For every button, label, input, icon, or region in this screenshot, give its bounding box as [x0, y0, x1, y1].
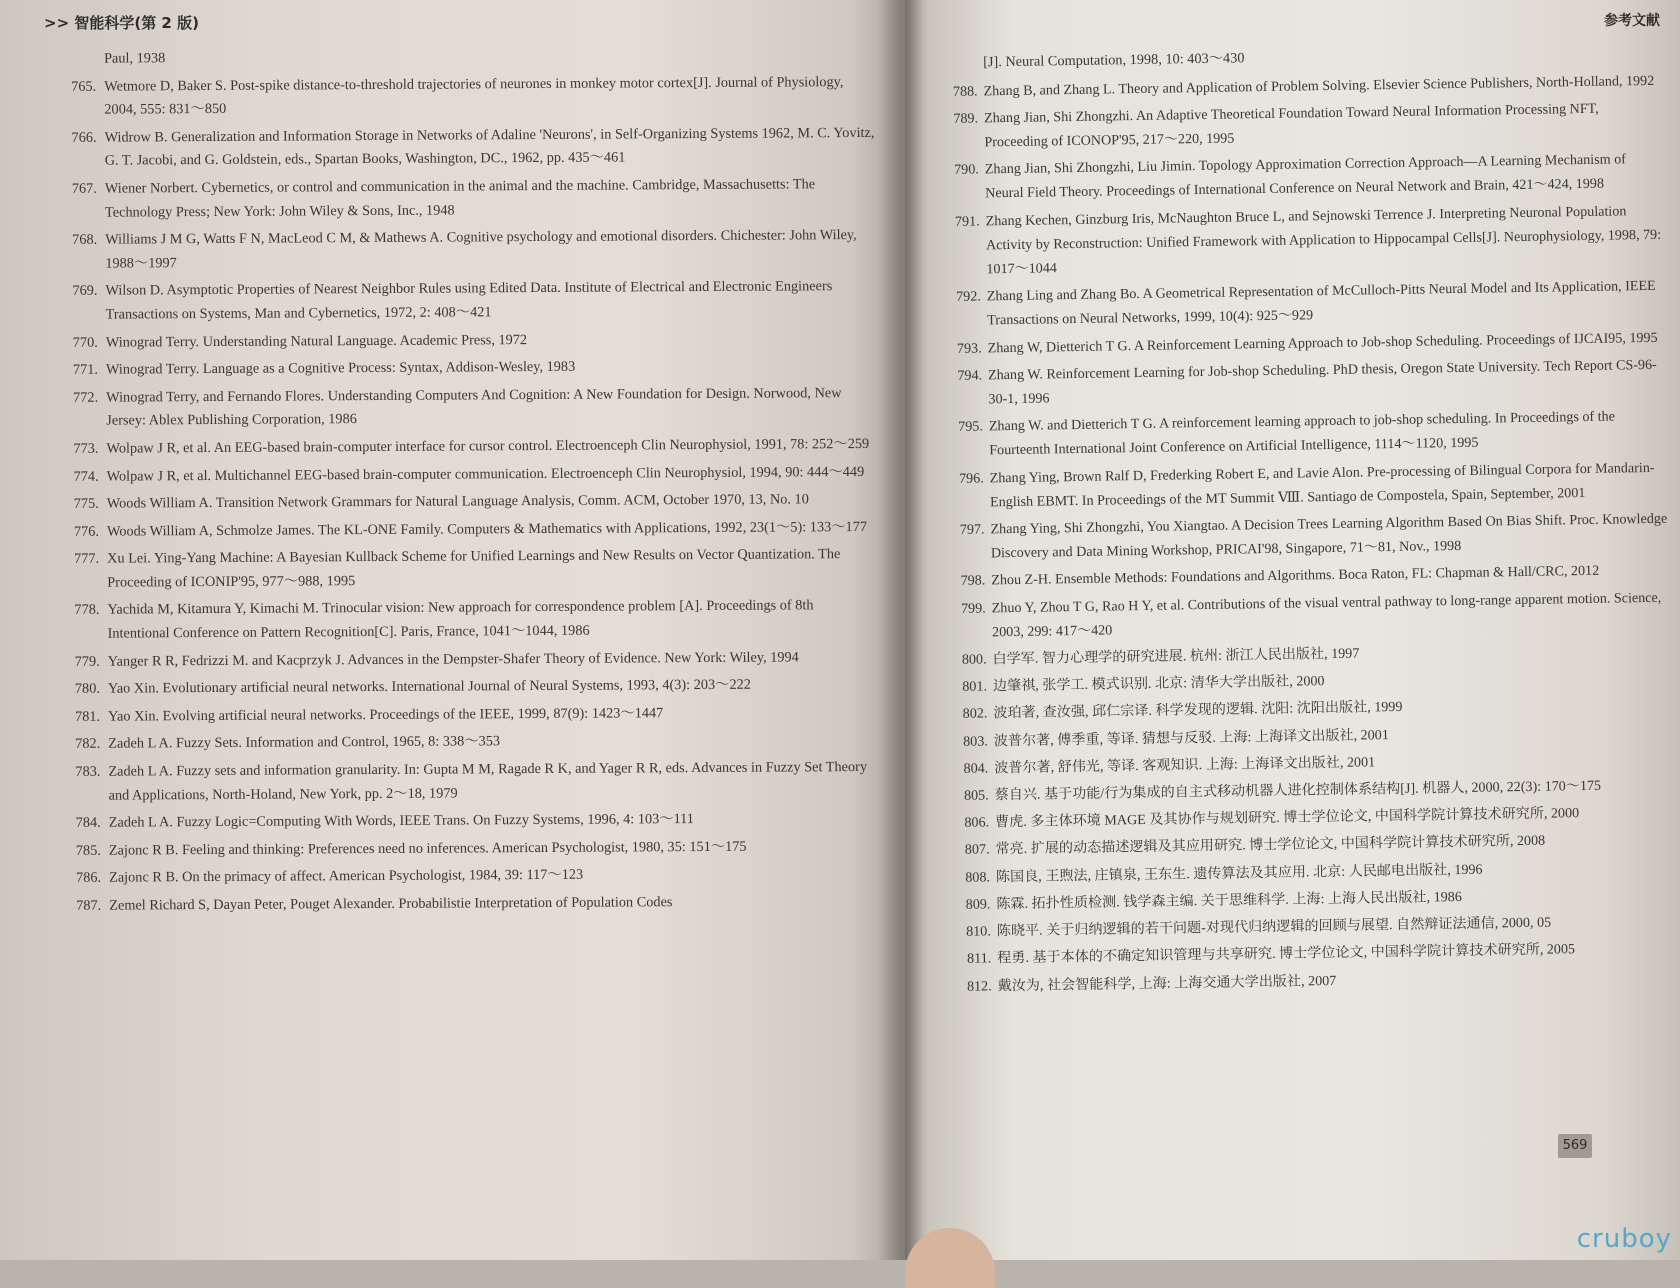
reference-number: 803.: [963, 733, 988, 750]
reference-number: 807.: [964, 841, 990, 859]
reference-text: Wolpaw J R, et al. Multichannel EEG-based brain-computer communication. Electroenceph Clin Neurophysiol, 1994, 90: 444～449: [106, 463, 865, 485]
reference-number: 800.: [961, 651, 987, 668]
reference-text: Zhou Z-H. Ensemble Methods: Foundations and Algorithms. Boca Raton, FL: Chapman & Hall/CRC, 2012: [991, 563, 1600, 589]
reference-number: 777.: [74, 550, 100, 568]
reference-number: 802.: [962, 705, 988, 723]
reference-text: Zajonc R B. Feeling and thinking: Preferences need no inferences. American Psychologist, 1980, 35: 151～175: [108, 838, 747, 859]
reference-entry: [46, 354, 877, 383]
reference-number: 792.: [956, 288, 981, 306]
reference-text: Wiener Norbert. Cybernetics, or control and communication in the animal and the machine. Cambridge, Massachusetts: The Technology Press; New York: John Wiley & Sons, Inc., 1948: [104, 176, 816, 221]
reference-entry: [48, 673, 879, 702]
reference-text: Zhang W, Dietterich T G. A Reinforcement Learning Approach to Job-shop Scheduling. Proceedings of IJCAI95, 1995: [987, 329, 1658, 356]
reference-number: 791.: [954, 213, 980, 230]
reference-number: 812.: [966, 977, 992, 995]
reference-number: 808.: [965, 869, 991, 886]
reference-text: Zadeh L A. Fuzzy Logic=Computing With Words, IEEE Trans. On Fuzzy Systems, 1996, 4: 103～111: [108, 811, 694, 831]
reference-number: 772.: [73, 389, 99, 406]
reference-text: 陈霖. 拓扑性质检测. 钱学森主编. 关于思维科学. 上海: 上海人民出版社, 1986: [996, 888, 1462, 913]
reference-text: Winograd Terry, and Fernando Flores. Understanding Computers And Cognition: A New Foundation for Design. Norwood, New Jersey: Ablex Publishing Corporation, 1986: [106, 384, 842, 429]
reference-text: Woods William A. Transition Network Grammars for Natural Language Analysis, Comm. ACM, October 1970, 13, No. 10: [106, 491, 809, 512]
reference-text: Zadeh L A. Fuzzy Sets. Information and Control, 1965, 8: 338～353: [108, 733, 501, 753]
reference-entry: [947, 198, 1665, 282]
reference-text: Wilson D. Asymptotic Properties of Nearest Neighbor Rules using Edited Data. Institute of Electrical and Electronic Engineers Transactions on Systems, Man and Cybernetics, 1972, 2: 408～421: [105, 278, 833, 323]
reference-text: Zhuo Y, Zhou T G, Rao H Y, et al. Contributions of the visual ventral pathway to long-range apparent motion. Science, 2003, 299: 417～420: [991, 589, 1662, 641]
reference-text: Zhang Ying, Brown Ralf D, Frederking Robert E, and Lavie Alon. Pre-processing of Bilingual Corpora for Mandarin-English EBMT. In Proceedings of the MT Summit Ⅷ. Santiago de Compostela, Spain, September, 2001: [989, 459, 1655, 511]
reference-number: 770.: [72, 334, 98, 351]
reference-text: Yao Xin. Evolving artificial neural networks. Proceedings of the IEEE, 1999, 87(9): 1423～1447: [108, 705, 664, 725]
reference-text: Xu Lei. Ying-Yang Machine: A Bayesian Kullback Scheme for Unified Learnings and New Results on Vector Quantization. The Proceeding of ICONIP'95, 977～988, 1995: [107, 546, 841, 591]
reference-text: Williams J M G, Watts F N, MacLeod C M, & Mathews A. Cognitive psychology and emotional disorders. Chichester: John Wiley, 1988～1997: [105, 227, 857, 272]
reference-text: 程勇. 基于本体的不确定知识管理与共享研究. 博士学位论文, 中国科学院计算技术研究所, 2005: [997, 941, 1576, 967]
reference-number: 804.: [963, 760, 989, 777]
reference-number: 769.: [72, 283, 98, 300]
reference-text: Wetmore D, Baker S. Post-spike distance-to-threshold trajectories of neurones in monkey motor cortex[J]. Journal of Physiology, 2004, 555: 831～850: [104, 73, 844, 118]
reference-continuation: [J]. Neural Computation, 1998, 10: 403～430: [983, 50, 1245, 71]
reference-number: 805.: [963, 787, 989, 804]
reference-number: 784.: [75, 814, 101, 832]
reference-text: Widrow B. Generalization and Information Storage in Networks of Adaline 'Neurons', in Self-Organizing Systems 1962, M. C. Yovitz, G. T. Jacobi, and G. Goldstein, eds., Spartan Books, Washington, DC., 1962, pp. 435～461: [104, 124, 875, 170]
reference-text: 曹虎. 多主体环境 MAGE 及其协作与规划研究. 博士学位论文, 中国科学院计算技术研究所, 2000: [994, 805, 1580, 831]
reference-number: 809.: [965, 896, 991, 913]
reference-number: 774.: [73, 468, 99, 485]
reference-number: 787.: [76, 897, 102, 914]
reference-entry: [48, 646, 879, 675]
reference-list-left: [44, 43, 880, 919]
reference-entry: [47, 543, 878, 595]
reference-text: 常亮. 扩展的动态描述逻辑及其应用研究. 博士学位论文, 中国科学院计算技术研究所, 2008: [995, 833, 1546, 858]
reference-entry: [48, 728, 879, 757]
reference-number: 795.: [958, 418, 984, 436]
reference-entry: [48, 756, 879, 808]
reference-number: 765.: [71, 78, 97, 95]
reference-text: Yao Xin. Evolutionary artificial neural networks. International Journal of Neural Systems, 1993, 4(3): 203～222: [107, 676, 751, 697]
reference-text: Zhang W. Reinforcement Learning for Job-shop Scheduling. PhD thesis, Oregon State University. Tech Report CS-96-30-1, 1996: [987, 356, 1657, 408]
reference-list-right: [945, 41, 1677, 999]
reference-number: 811.: [966, 950, 992, 968]
reference-number: 789.: [953, 110, 979, 127]
reference-text: Zhang Ying, Shi Zhongzhi, You Xiangtao. A Decision Trees Learning Algorithm Based On Bias Shift. Proc. Knowledge Discovery and Data Mining Workshop, PRICAI'98, Singapore, 71～81, Nov., 1998: [990, 510, 1668, 562]
reference-number: 780.: [74, 680, 100, 698]
reference-entry: [46, 382, 877, 434]
reference-text: 蔡自兴. 基于功能/行为集成的自主式移动机器人进化控制体系结构[J]. 机器人, 2000, 22(3): 170～175: [994, 777, 1602, 804]
reference-entry: [947, 147, 1665, 207]
reference-number: 798.: [960, 572, 986, 590]
reference-entry: [951, 404, 1669, 464]
right-page: [905, 0, 1680, 1260]
reference-number: 778.: [74, 602, 100, 619]
reference-entry: [47, 594, 878, 646]
watermark: cruboy: [1576, 1224, 1672, 1254]
reference-number: 810.: [966, 923, 991, 940]
reference-entry: [44, 122, 875, 174]
reference-text: Zadeh L A. Fuzzy sets and information granularity. In: Gupta M M, Ragade R K, and Yager R R, eds. Advances in Fuzzy Set Theory and Applications, North-Holand, New York, pp. 2～18, 1979: [108, 759, 868, 804]
reference-entry: [949, 274, 1667, 334]
reference-entry: [47, 516, 878, 545]
reference-text: Zhang Jian, Shi Zhongzhi, Liu Jimin. Topology Approximation Correction Approach—A Learning Mechanism of Neural Field Theory. Proceedings of International Conference on Neural Network and Brain, 421～424, 1998: [984, 151, 1627, 202]
reference-number: 767.: [71, 180, 97, 197]
reference-text: Zhang Jian, Shi Zhongzhi. An Adaptive Theoretical Foundation Toward Neural Information Processing NFT, Proceeding of ICONOP'95, 217～220, 1995: [983, 100, 1599, 151]
reference-number: 781.: [75, 708, 101, 725]
reference-text: Zhang Kechen, Ginzburg Iris, McNaughton Bruce L, and Sejnowski Terrence J. Interpreting Neuronal Population Activity by Reconstruction: Unified Framework with Application to Hippocampal Cells[J]. Neurophysiology, 1998, 79: 1017～1044: [985, 202, 1662, 278]
reference-number: 786.: [75, 870, 102, 887]
reference-text: Zemel Richard S, Dayan Peter, Pouget Alexander. Probabilistie Interpretation of Population Codes: [109, 894, 673, 914]
reference-number: 783.: [75, 763, 101, 780]
reference-entry: [950, 353, 1668, 413]
reference-number: 790.: [954, 161, 979, 179]
reference-number: 796.: [958, 470, 984, 487]
reference-number: 766.: [71, 129, 97, 146]
reference-entry: [49, 807, 880, 836]
reference-entry: [952, 455, 1670, 515]
reference-entry: [48, 701, 879, 730]
reference-number: 785.: [75, 842, 101, 859]
reference-number: 797.: [959, 521, 985, 538]
reference-text: Winograd Terry. Language as a Cognitive Process: Syntax, Addison-Wesley, 1983: [105, 358, 576, 378]
reference-text: Zhang Ling and Zhang Bo. A Geometrical Representation of McCulloch-Pitts Neural Model and Its Application, IEEE Transactions on Neural Networks, 1999, 10(4): 925～929: [986, 278, 1656, 329]
running-header-left: >> 智能科学(第 2 版): [44, 14, 199, 32]
reference-number: 776.: [73, 523, 100, 540]
reference-entry: [45, 173, 876, 225]
reference-text: Zhang B, and Zhang L. Theory and Application of Problem Solving. Elsevier Science Publishers, North-Holland, 1992: [983, 72, 1655, 99]
reference-number: 768.: [72, 231, 98, 248]
reference-number: 806.: [964, 814, 990, 832]
reference-entry: [47, 460, 878, 489]
reference-text: 边肇祺, 张学工. 模式识别. 北京: 清华大学出版社, 2000: [992, 673, 1325, 695]
reference-continuation: Paul, 1938: [104, 50, 166, 67]
reference-number: 788.: [952, 83, 978, 100]
reference-text: 波普尔著, 傅季重, 等译. 猜想与反驳. 上海: 上海译文出版社, 2001: [993, 726, 1389, 749]
reference-text: 波普尔著, 舒伟光, 等译. 客观知识. 上海: 上海译文出版社, 2001: [994, 754, 1376, 777]
reference-entry: [954, 585, 1672, 645]
reference-text: 戴汝为, 社会智能科学, 上海: 上海交通大学出版社, 2007: [997, 972, 1337, 994]
reference-text: Zajonc R B. On the primacy of affect. American Psychologist, 1984, 39: 117～123: [109, 867, 584, 887]
reference-entry: [46, 433, 877, 462]
reference-entry: [47, 488, 878, 517]
reference-number: 779.: [74, 653, 100, 670]
reference-entry: [45, 224, 876, 276]
reference-text: 波珀著, 查汝强, 邱仁宗译. 科学发现的逻辑. 沈阳: 沈阳出版社, 1999: [993, 699, 1403, 722]
reference-entry: [49, 835, 880, 864]
page-number: 569: [1558, 1134, 1592, 1158]
reference-entry: [946, 96, 1664, 156]
reference-entry: [45, 275, 876, 327]
reference-number: 775.: [73, 495, 99, 512]
reference-text: Winograd Terry. Understanding Natural Language. Academic Press, 1972: [105, 331, 528, 351]
reference-number: 794.: [957, 367, 983, 384]
reference-entry: [952, 507, 1670, 567]
reference-text: 白学军. 智力心理学的研究进展. 杭州: 浙江人民出版社, 1997: [992, 645, 1360, 668]
reference-entry: [46, 326, 877, 355]
reference-number: 793.: [956, 340, 982, 357]
reference-number: 801.: [962, 678, 988, 696]
reference-text: Woods William A, Schmolze James. The KL-ONE Family. Computers & Mathematics with Applications, 1992, 23(1～5): 133～177: [106, 518, 868, 540]
reference-text: 陈晓平. 关于归纳逻辑的若干问题-对现代归纳逻辑的回顾与展望. 自然辩证法通信, 2000, 05: [996, 914, 1552, 940]
reference-text: 陈国良, 王煦法, 庄镇泉, 王东生. 遗传算法及其应用. 北京: 人民邮电出版社, 1996: [995, 861, 1483, 885]
running-header-right: 参考文献: [1604, 13, 1660, 29]
reference-entry: [49, 862, 880, 891]
reference-text: Yanger R R, Fedrizzi M. and Kacprzyk J. Advances in the Dempster-Shafer Theory of Evidence. New York: Wiley, 1994: [107, 649, 799, 670]
reference-text: Wolpaw J R, et al. An EEG-based brain-computer interface for cursor control. Electroenceph Clin Neurophysiol, 1991, 78: 252～259: [106, 435, 870, 457]
reference-number: 771.: [72, 361, 99, 378]
reference-text: Zhang W. and Dietterich T G. A reinforcement learning approach to job-shop scheduling. In Proceedings of the Fourteenth International Joint Conference on Artificial Intelligence, 1114～1120, 1995: [988, 408, 1616, 459]
reference-number: 782.: [75, 736, 101, 753]
reference-text: Yachida M, Kitamura Y, Kimachi M. Trinocular vision: New approach for correspondence problem [A]. Proceedings of 8th Intentional Conference on Pattern Recognition[C]. Paris, France, 1041～1044, 1986: [107, 597, 814, 642]
reference-entry: [49, 890, 880, 919]
reference-number: 799.: [960, 600, 986, 617]
reference-entry: [44, 71, 875, 123]
reference-number: 773.: [73, 440, 99, 457]
